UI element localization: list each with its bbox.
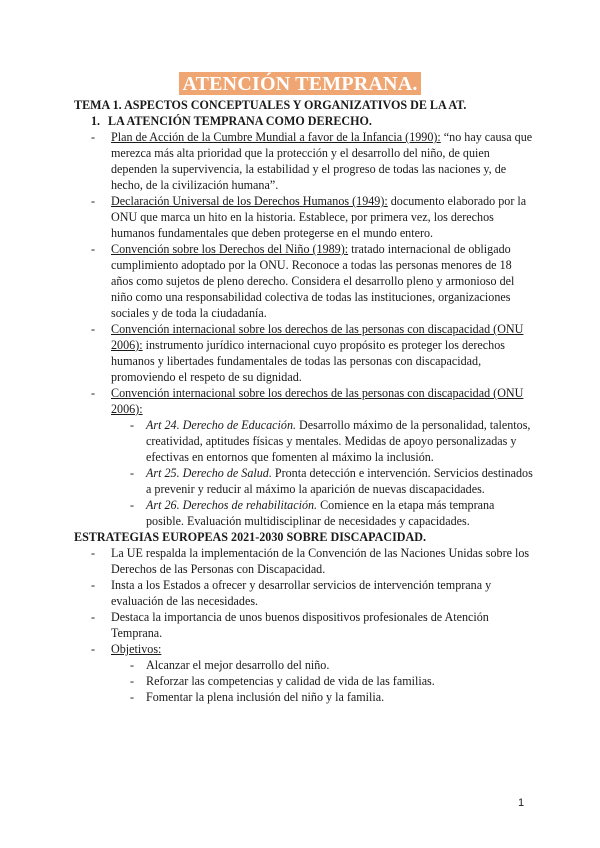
document-title: ATENCIÓN TEMPRANA.: [179, 72, 420, 95]
list-item: [74, 193, 534, 241]
objetivos-label: Objetivos:: [111, 642, 162, 656]
section1-list: [74, 129, 534, 529]
list-item: - Destaca la importancia de unos buenos dispositivos profesionales de Atención Temprana.: [74, 609, 534, 641]
list-item: - Fomentar la plena inclusión del niño y la familia.: [111, 689, 534, 705]
item-text: documento elaborado por la ONU que marca un hito en la historia. Establece, por primera vez, los derechos humanos fundamentales que deben protegerse en el mundo entero.: [111, 194, 527, 240]
page-number: 1: [518, 797, 525, 809]
list-item: - La UE respalda la implementación de la Convención de las Naciones Unidas sobre los Derechos de las Personas con Discapacidad.: [74, 545, 534, 577]
list-item: [74, 321, 534, 385]
title-wrapper: [0, 72, 600, 95]
list-item: [74, 129, 534, 193]
article-text: Desarrollo máximo de la personalidad, talentos, creatividad, aptitudes físicas y mentales. Medidas de apoyo personalizadas y efectivas en entornos que fomenten al máximo la inclusión.: [146, 418, 531, 464]
item-link: Convención sobre los Derechos del Niño (1989):: [111, 242, 349, 256]
item-text: “no hay causa que merezca más alta prioridad que la protección y el desarrollo del niño, de quien dependen la supervivencia, la estabilidad y el progreso de todas las naciones y, de hecho, de la civilización humana”.: [111, 130, 533, 192]
document-body: [74, 97, 534, 705]
section1-number: 1.: [91, 114, 101, 128]
list-item: [111, 465, 534, 497]
list-item: - Insta a los Estados a ofrecer y desarrollar servicios de intervención temprana y evaluación de las necesidades.: [74, 577, 534, 609]
list-item: [74, 641, 534, 705]
list-item: [74, 241, 534, 321]
article-text: Pronta detección e intervención. Servicios destinados a prevenir y reducir al máximo la aparición de nuevas discapacidades.: [146, 466, 533, 496]
article-title: Art 25. Derecho de Salud.: [146, 466, 272, 480]
item-link: Plan de Acción de la Cumbre Mundial a favor de la Infancia (1990):: [111, 130, 441, 144]
item-link: Declaración Universal de los Derechos Humanos (1949):: [111, 194, 388, 208]
article-title: Art 26. Derechos de rehabilitación.: [146, 498, 318, 512]
article-text: Comience en la etapa más temprana posible. Evaluación multidisciplinar de necesidades y capacidades.: [146, 498, 495, 528]
section1-title: LA ATENCIÓN TEMPRANA COMO DERECHO.: [108, 114, 372, 128]
section2-list: [74, 545, 534, 705]
list-item: - Alcanzar el mejor desarrollo del niño.: [111, 657, 534, 673]
objetivos-list: [111, 657, 534, 705]
section1-heading: [91, 113, 534, 129]
articles-list: [111, 417, 534, 529]
list-item: [111, 497, 534, 529]
item-text: instrumento jurídico internacional cuyo propósito es proteger los derechos humanos y libertades fundamentales de todas las personas con discapacidad, promoviendo el respeto de su dignidad.: [111, 338, 505, 384]
article-title: Art 24. Derecho de Educación.: [146, 418, 297, 432]
tema-heading: TEMA 1. ASPECTOS CONCEPTUALES Y ORGANIZATIVOS DE LA AT.: [74, 98, 467, 112]
list-item: [74, 385, 534, 529]
item-text: tratado internacional de obligado cumplimiento adoptado por la ONU. Reconoce a todas las personas menores de 18 años como sujetos de pleno derecho. Considera el desarrollo pleno y armonioso del niño como una responsabilidad colectiva de todas las instituciones, organizaciones sociales y de toda la ciudadanía.: [111, 242, 515, 320]
item-link: Convención internacional sobre los derechos de las personas con discapacidad (ONU 2006):: [111, 322, 524, 352]
list-item: [111, 417, 534, 465]
list-item: - Reforzar las competencias y calidad de vida de las familias.: [111, 673, 534, 689]
section2-heading: ESTRATEGIAS EUROPEAS 2021-2030 SOBRE DISCAPACIDAD.: [74, 530, 427, 544]
item-link: Convención internacional sobre los derechos de las personas con discapacidad (ONU 2006):: [111, 386, 524, 416]
